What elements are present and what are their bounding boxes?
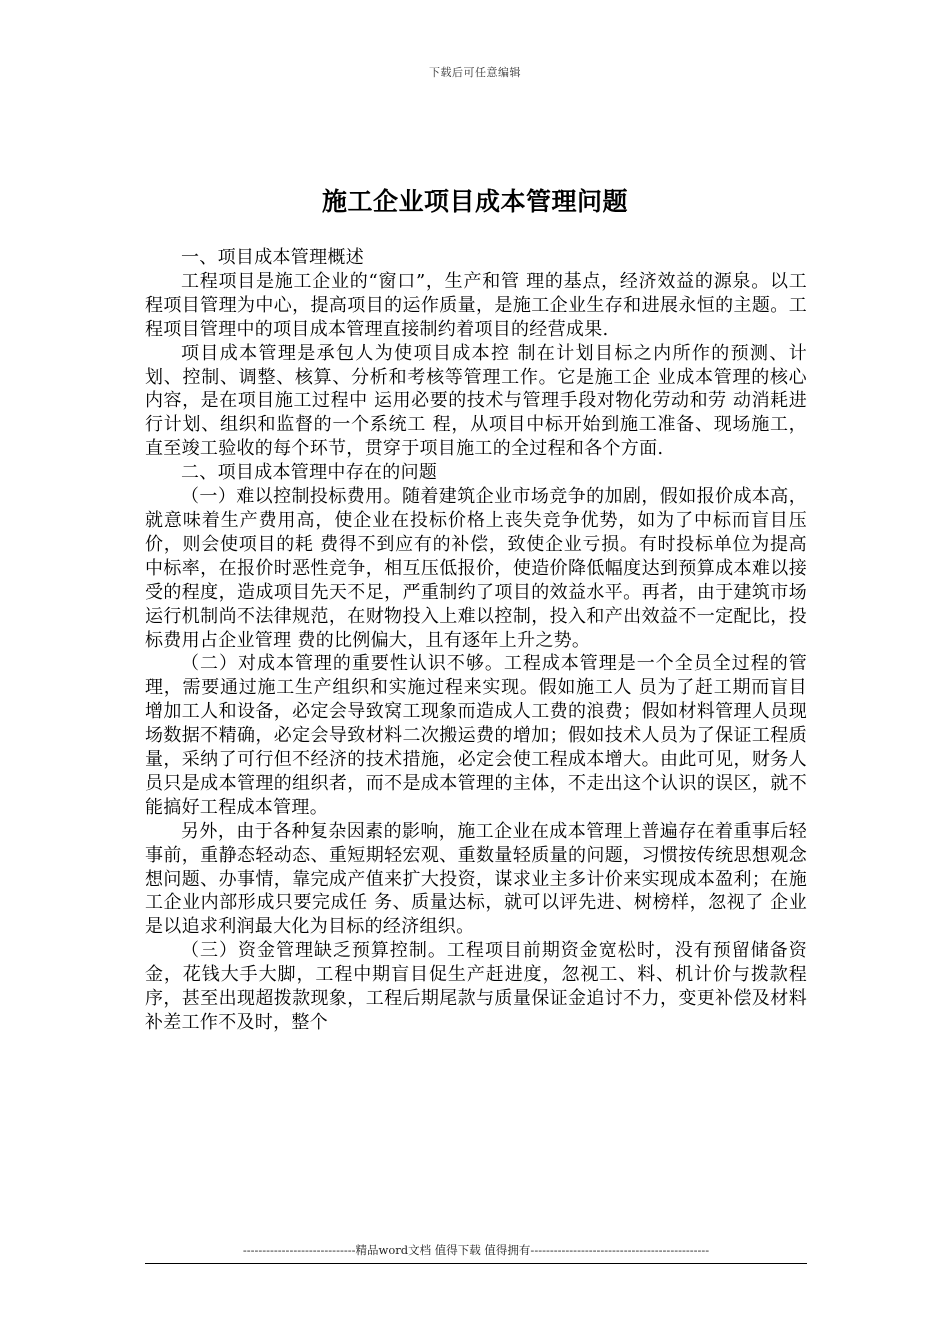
footer-note: -----------------------------精品word文档 值得下载 值得拥有---------------------------------------------- — [242, 1243, 710, 1257]
paragraph: 另外，由于各种复杂因素的影响，施工企业在成本管理上普遍存在着重事后轻事前，重静态轻动态、重短期轻宏观、重数量轻质量的问题，习惯按传统思想观念想问题、办事情，靠完成产值来扩大投资，谋求业主多计价来实现成本盈利；在施工企业内部形成只要完成任 务、质量达标，就可以评先进、树榜样，忽视了 企业是以追求利润最大化为目标的经济组织。 — [145, 820, 807, 938]
paragraph: （三）资金管理缺乏预算控制。工程项目前期资金宽松时，没有预留储备资金，花钱大手大脚，工程中期盲目促生产赶进度，忽视工、料、机计价与拨款程序，甚至出现超拨款现象，工程后期尾款与质量保证金追讨不力，变更补偿及材料补差工作不及时，整个 — [145, 940, 807, 1033]
paragraph: （二）对成本管理的重要性认识不够。工程成本管理是一个全员全过程的管理，需要通过施工生产组织和实施过程来实现。假如施工人 员为了赶工期而盲目增加工人和设备，必定会导致窝工现象而造成人工费的浪费；假如材料管理人员现场数据不精确，必定会导致材料二次搬运费的增加；假如技术人员为了保证工程质量，采纳了可行但不经济的技术措施，必定会使工程成本增大。由此可见，财务人员只是成本管理的组织者，而不是成本管理的主体，不走出这个认识的误区，就不能搞好工程成本管理。 — [145, 653, 807, 818]
footer-divider — [145, 1263, 807, 1264]
section-heading-overview: 一、项目成本管理概述 — [181, 247, 364, 268]
document-body — [145, 246, 807, 1035]
page-title: 施工企业项目成本管理问题 — [321, 187, 628, 216]
paragraph: 项目成本管理是承包人为使项目成本控 制在计划目标之内所作的预测、计划、控制、调整、核算、分析和考核等管理工作。它是施工企 业成本管理的核心内容，是在项目施工过程中 运用必要的技术与管理手段对物化劳动和劳 动消耗进行计划、组织和监督的一个系统工 程，从项目中标开始到施工准备、现场施工，直至竣工验收的每个环节，贯穿于项目施工的全过程和各个方面. — [145, 342, 807, 460]
paragraph: （一）难以控制投标费用。随着建筑企业市场竞争的加剧，假如报价成本高，就意味着生产费用高，使企业在投标价格上丧失竞争优势，如为了中标而盲目压价，则会使项目的耗 费得不到应有的补偿，致使企业亏损。有时投标单位为提高中标率，在报价时恶性竞争，相互压低报价，使造价降低幅度达到预算成本难以接受的程度，造成项目先天不足，严重制约了项目的效益水平。再者，由于建筑市场运行机制尚不法律规范，在财物投入上难以控制，投入和产出效益不一定配比，投标费用占企业管理 费的比例偏大，且有逐年上升之势。 — [145, 486, 807, 651]
paragraph: 工程项目是施工企业的“窗口”，生产和管 理的基点，经济效益的源泉。以工程项目管理为中心，提高项目的运作质量，是施工企业生存和进展永恒的主题。工程项目管理中的项目成本管理直接制约着项目的经营成果. — [145, 270, 807, 340]
header-note: 下载后可任意编辑 — [429, 66, 521, 79]
section-heading-problems: 二、项目成本管理中存在的问题 — [181, 462, 438, 484]
